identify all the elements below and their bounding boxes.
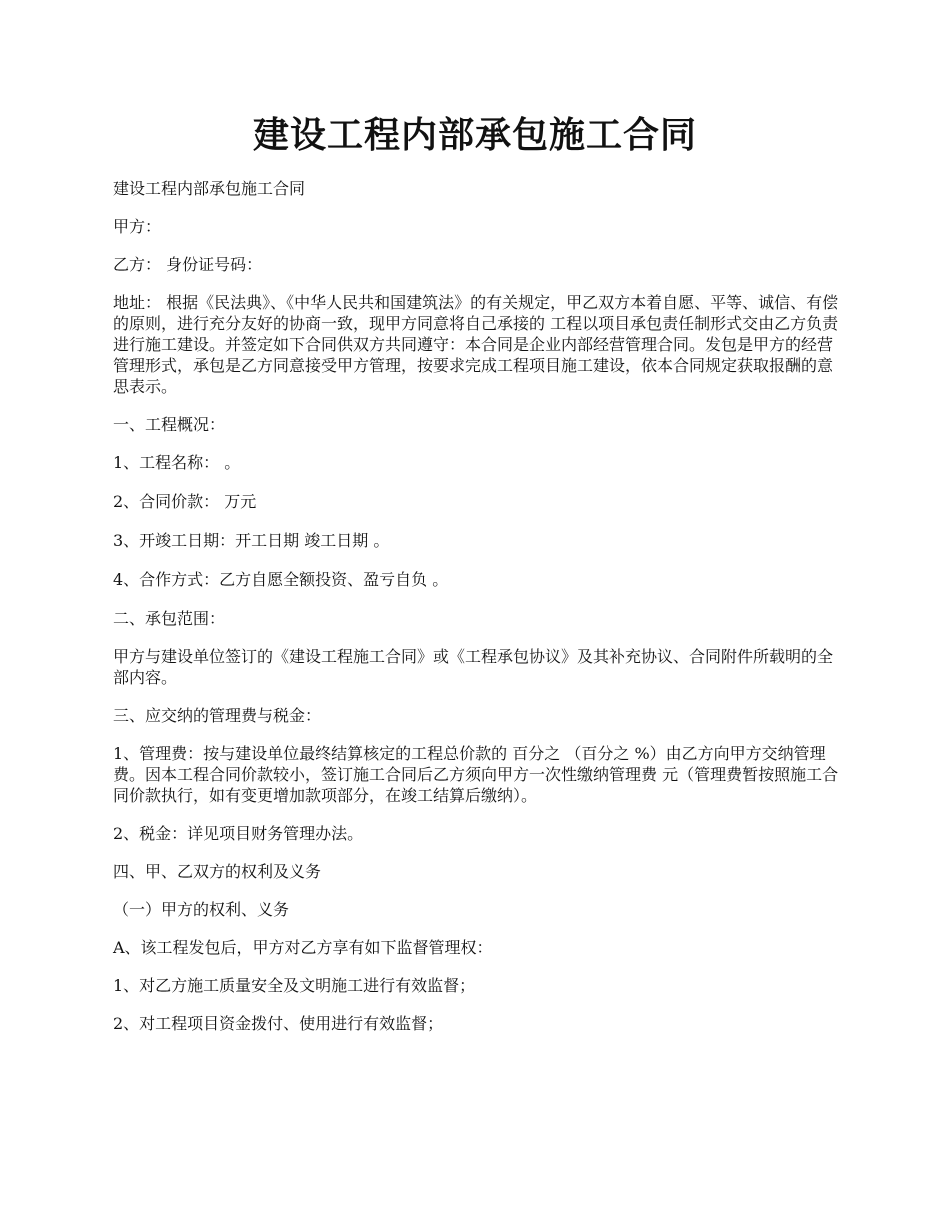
paragraph-management-fee: 1、管理费：按与建设单位最终结算核定的工程总价款的 百分之 （百分之 %）由乙方向甲方交纳管理费。因本工程合同价款较小，签订施工合同后乙方须向甲方一次性缴纳管理费 元（管理费暂按照施工合同价款执行，如有变更增加款项部分，在竣工结算后缴纳）。 <box>113 744 839 805</box>
heading-project-overview: 一、工程概况： <box>113 415 226 434</box>
heading-party-a-rights: （一）甲方的权利、义务 <box>113 900 290 919</box>
paragraph-subtitle: 建设工程内部承包施工合同 <box>113 179 306 198</box>
paragraph-cooperation: 4、合作方式：乙方自愿全额投资、盈亏自负 。 <box>113 570 449 589</box>
paragraph-supervision-item-2: 2、对工程项目资金拨付、使用进行有效监督； <box>113 1014 444 1033</box>
document-body <box>113 178 843 1051</box>
paragraph-party-a: 甲方： <box>113 217 162 236</box>
heading-fees-taxes: 三、应交纳的管理费与税金： <box>113 706 322 725</box>
paragraph-dates: 3、开竣工日期：开工日期 竣工日期 。 <box>113 531 390 550</box>
heading-scope: 二、承包范围： <box>113 609 226 628</box>
paragraph-supervision: A、该工程发包后，甲方对乙方享有如下监督管理权： <box>113 938 493 957</box>
paragraph-project-name: 1、工程名称： 。 <box>113 453 241 472</box>
heading-rights-obligations: 四、甲、乙双方的权利及义务 <box>113 862 322 881</box>
paragraph-scope: 甲方与建设单位签订的《建设工程施工合同》或《工程承包协议》及其补充协议、合同附件所载明的全部内容。 <box>113 647 834 687</box>
paragraph-taxes: 2、税金：详见项目财务管理办法。 <box>113 824 364 843</box>
document-title: 建设工程内部承包施工合同 <box>252 114 697 156</box>
paragraph-supervision-item-1: 1、对乙方施工质量安全及文明施工进行有效监督； <box>113 976 476 995</box>
paragraph-preamble: 地址： 根据《民法典》、《中华人民共和国建筑法》的有关规定，甲乙双方本着自愿、平等、诚信、有偿的原则，进行充分友好的协商一致，现甲方同意将自己承接的 工程以项目承包责任制形式交由乙方负责进行施工建设。并签定如下合同供双方共同遵守：本合同是企业内部经营管理合同。发包是甲方的经营管理形式，承包是乙方同意接受甲方管理，按要求完成工程项目施工建设，依本合同规定获取报酬的意思表示。 <box>113 293 839 396</box>
paragraph-party-b: 乙方： 身份证号码： <box>113 255 263 274</box>
paragraph-contract-price: 2、合同价款： 万元 <box>113 492 257 511</box>
